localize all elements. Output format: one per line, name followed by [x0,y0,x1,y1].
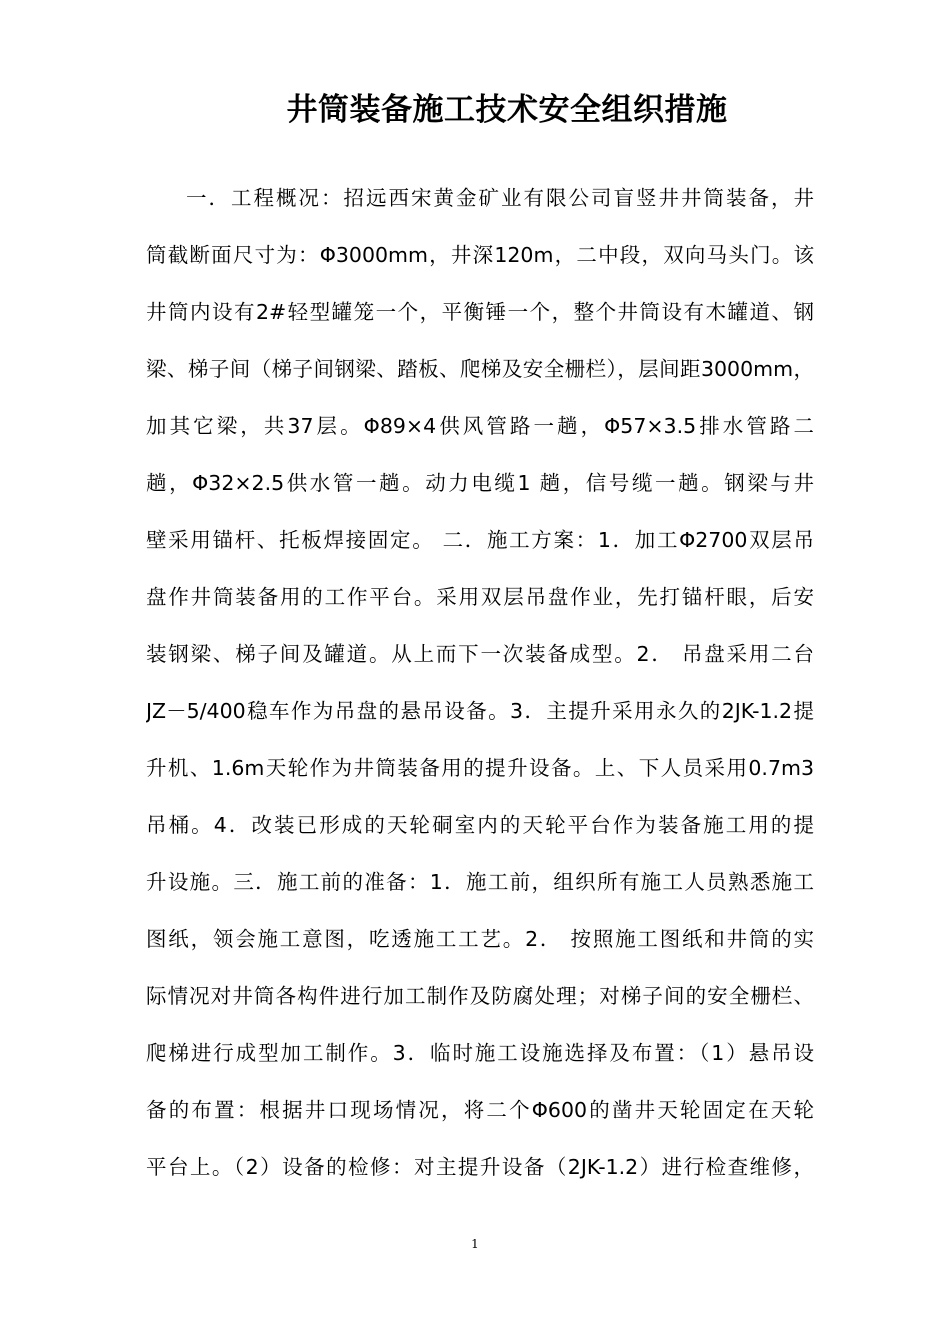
text-line: 趟，Φ32×2.5供水管一趟。动力电缆1 趟，信号缆一趟。钢梁与井 [146,471,814,495]
text-line: 盘作井筒装备用的工作平台。采用双层吊盘作业，先打锚杆眼，后安 [146,585,814,609]
text-line: 装钢梁、梯子间及罐道。从上而下一次装备成型。2． 吊盘采用二台 [146,642,814,666]
page-title: 井筒装备施工技术安全组织措施 [286,92,728,128]
page-number: 1 [471,1237,479,1251]
text-line: JZ－5/400稳车作为吊盘的悬吊设备。3．主提升采用永久的2JK-1.2提 [146,699,814,723]
text-line: 一．工程概况：招远西宋黄金矿业有限公司盲竖井井筒装备，井 [186,186,814,210]
text-line: 梁、梯子间（梯子间钢梁、踏板、爬梯及安全栅栏），层间距3000mm， [146,357,814,381]
text-line: 壁采用锚杆、托板焊接固定。 二．施工方案：1．加工Φ2700双层吊 [146,528,814,552]
text-line: 升机、1.6m天轮作为井筒装备用的提升设备。上、下人员采用0.7m3 [146,756,814,780]
text-line: 际情况对井筒各构件进行加工制作及防腐处理；对梯子间的安全栅栏、 [146,984,814,1008]
text-line: 升设施。三．施工前的准备：1．施工前，组织所有施工人员熟悉施工 [146,870,814,894]
text-line: 筒截断面尺寸为：Φ3000mm，井深120m，二中段，双向马头门。该 [146,243,814,267]
text-line: 吊桶。4．改装已形成的天轮硐室内的天轮平台作为装备施工用的提 [146,813,814,837]
text-line: 爬梯进行成型加工制作。3．临时施工设施选择及布置：（1）悬吊设 [146,1041,814,1065]
text-line: 图纸，领会施工意图，吃透施工工艺。2． 按照施工图纸和井筒的实 [146,927,814,951]
text-line: 井筒内设有2#轻型罐笼一个，平衡锤一个，整个井筒设有木罐道、钢 [146,300,814,324]
text-line: 平台上。（2）设备的检修：对主提升设备（2JK-1.2）进行检查维修， [146,1155,814,1179]
text-line: 备的布置：根据井口现场情况，将二个Φ600的凿井天轮固定在天轮 [146,1098,814,1122]
text-line: 加其它梁，共37层。Φ89×4供风管路一趟，Φ57×3.5排水管路二 [146,414,814,438]
